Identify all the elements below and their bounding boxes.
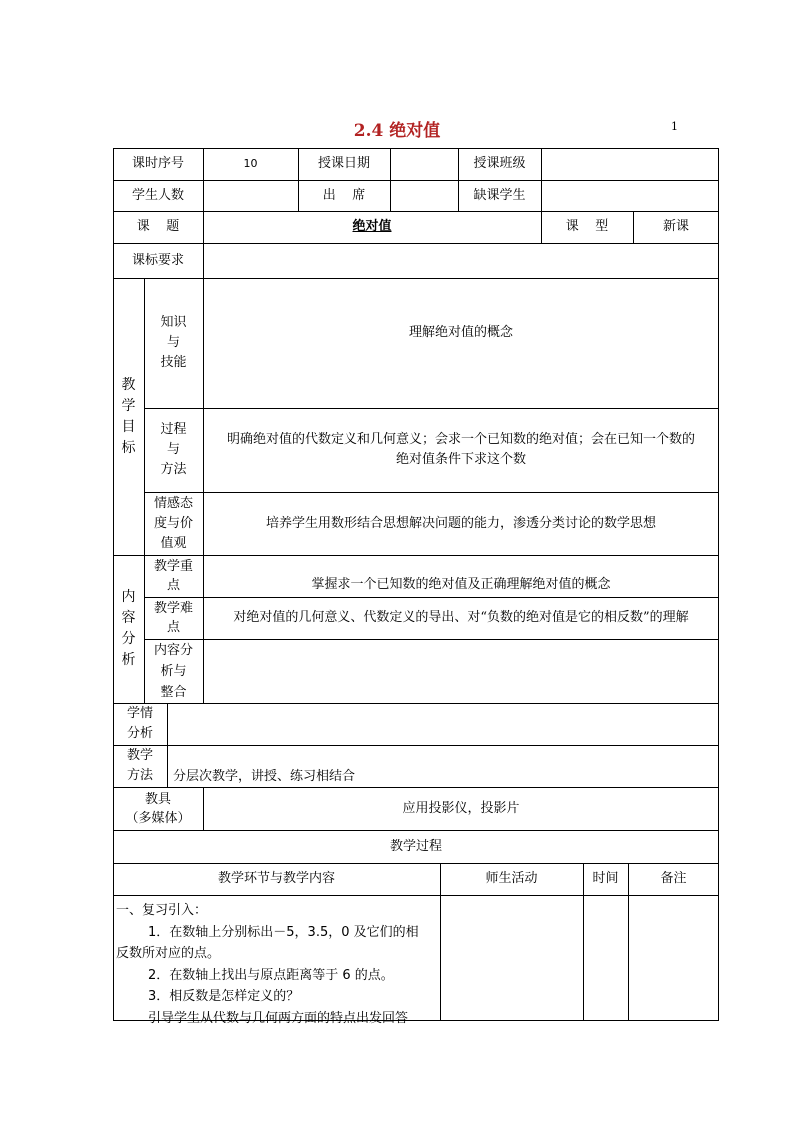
column-header-notes: 备注 [660,871,687,886]
content-analysis-label: 内 容 分 析 [121,589,136,668]
class-label: 授课班级 [473,156,526,171]
teaching-key-point-value: 掌握求一个已知数的绝对值及正确理解绝对值的概念 [311,577,611,592]
column-header-time: 时间 [592,871,619,886]
topic-value: 绝对值 [352,219,392,234]
teaching-process-heading: 教学过程 [389,838,442,854]
lesson-type-value: 新课 [662,219,689,234]
lesson-type-label: 课 型 [565,219,609,234]
absent-label: 缺课学生 [473,187,526,203]
curriculum-requirement-label: 课标要求 [131,252,184,268]
lesson-number-value: 10 [243,157,258,170]
emotion-values-value: 培养学生用数形结合思想解决问题的能力，渗透分类讨论的数学思想 [265,515,656,531]
teaching-tools-value: 应用投影仪，投影片 [402,800,520,816]
teaching-method-value: 分层次教学，讲授、练习相结合 [173,768,356,784]
page-number: 1 [671,120,678,133]
teaching-key-point-label: 教学重 点 [153,559,193,593]
column-header-content: 教学环节与教学内容 [217,871,335,886]
process-method-label: 过程 与 方法 [160,422,187,477]
lesson-plan-table [113,148,719,1026]
student-count-label: 学生人数 [131,187,184,203]
knowledge-skills-value: 理解绝对值的概念 [408,325,513,340]
review-intro-content [116,900,438,1029]
topic-label: 课 题 [136,219,180,234]
review-line: 1．在数轴上分别标出－5，3.5，0 及它们的相 [148,924,419,940]
class-value [541,148,719,180]
teaching-method-label: 教学 方法 [126,748,153,783]
lesson-date-label: 授课日期 [317,156,370,171]
review-line: 2．在数轴上找出与原点距离等于 6 的点。 [148,967,394,983]
content-integration-label: 内容分 析与 整合 [153,642,193,700]
review-line: 反数所对应的点。 [116,946,221,961]
lesson-date-value [390,148,458,180]
emotion-values-label: 情感态 度与价 值观 [153,495,193,551]
teaching-goals-label: 教 学 目 标 [121,376,136,456]
process-method-value: 明确绝对值的代数定义和几何意义；会求一个已知数的绝对值；会在已知一个数的 绝对值条件下求这个数 [226,432,695,467]
student-analysis-label: 学情 分析 [126,706,153,741]
column-header-activity: 师生活动 [485,871,538,886]
teaching-tools-label: 教具 （多媒体） [125,791,191,826]
page-title: 2.4 绝对值 [353,121,441,141]
review-line: 引导学生从代数与几何两方面的特点出发回答 [148,1010,409,1026]
knowledge-skills-label: 知识 与 技能 [160,315,187,370]
teaching-difficulty-label: 教学难 点 [153,601,193,635]
lesson-number-label: 课时序号 [131,156,184,171]
review-line: 3．相反数是怎样定义的？ [148,989,300,1004]
review-line: 一、复习引入： [116,903,208,918]
teaching-difficulty-value: 对绝对值的几何意义、代数定义的导出、对 “负数的绝对值是它的相反数” 的理解 [233,610,689,625]
attendance-label: 出 席 [322,187,366,203]
